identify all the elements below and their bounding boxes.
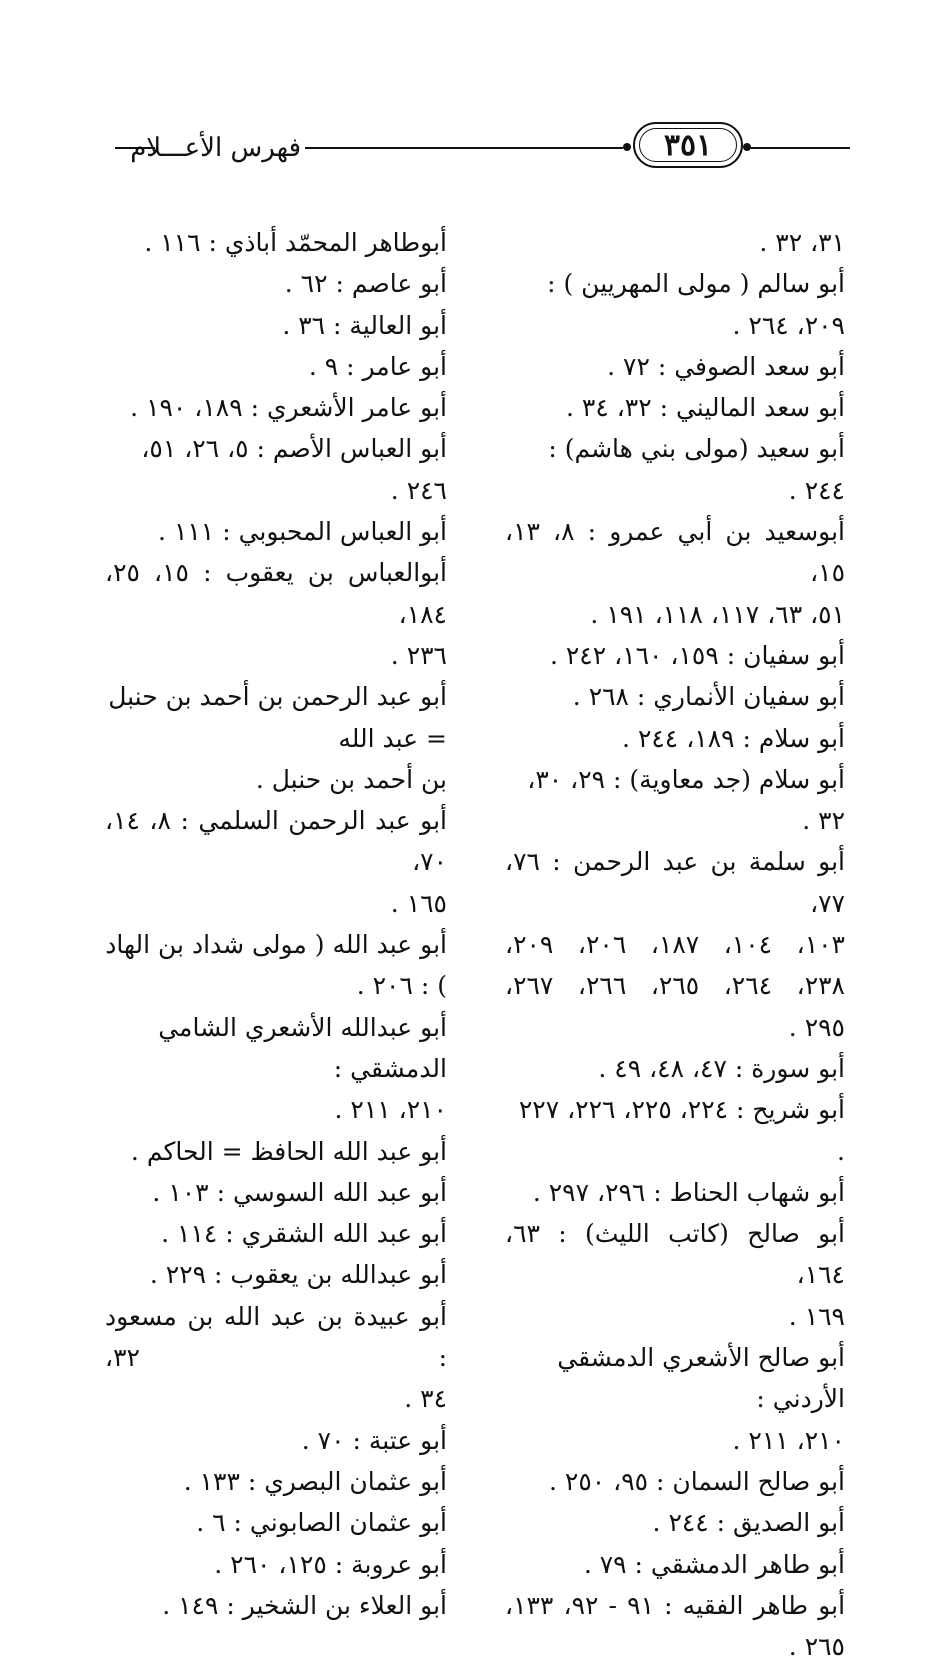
index-entry-line: أبو العلاء بن الشخير : ١٤٩ .: [162, 1590, 447, 1620]
index-entry-line: ٢٦٥ .: [788, 1632, 845, 1662]
index-entry-line: أبو عاصم : ٦٢ .: [284, 269, 447, 299]
index-entry-line: أبوسعيد بن أبي عمرو : ٨، ١٣، ١٥،: [505, 517, 845, 588]
index-entry-line: أبو عبد الله الشقري : ١١٤ .: [161, 1219, 447, 1249]
index-entry-line: أبو سعد الماليني : ٣٢، ٣٤ .: [566, 393, 845, 423]
index-entry-line: بن أحمد بن حنبل .: [255, 764, 447, 794]
index-entry-line: أبو سعد الصوفي : ٧٢ .: [607, 351, 845, 381]
index-entry-line: أبوالعباس بن يعقوب : ١٥، ٢٥، ١٨٤،: [105, 558, 448, 629]
index-entry-line: أبو العباس المحبوبي : ١١١ .: [158, 517, 447, 547]
index-entry-line: ٢٣٦ .: [390, 640, 447, 670]
index-entry-line: أبو عبيدة بن عبد الله بن مسعود : ٣٢،: [105, 1301, 447, 1373]
page-number-frame: [633, 122, 743, 168]
index-entry-line: أبو سلمة بن عبد الرحمن : ٧٦، ٧٧،: [505, 847, 845, 918]
page-number: ٣٥١: [663, 128, 713, 163]
index-entry-line: أبو سلام : ١٨٩، ٢٤٤ .: [622, 723, 845, 753]
index-entry-line: ٢٣٨، ٢٦٤، ٢٦٥، ٢٦٦، ٢٦٧،: [505, 971, 845, 1001]
index-entry-line: أبو عبد الله الحافظ = الحاكم .: [130, 1136, 447, 1166]
index-entry-line: أبو سالم ( مولى المهريين ) : ٢٠٩، ٢٦٤ .: [547, 269, 845, 340]
index-entry-line: أبو عبد الله السوسي : ١٠٣ .: [152, 1177, 447, 1207]
index-entry-line: أبو طاهر الدمشقي : ٧٩ .: [583, 1549, 845, 1579]
index-entry-line: أبو الصديق : ٢٤٤ .: [652, 1508, 845, 1538]
index-entry-line: أبو طاهر الفقيه : ٩١ - ٩٢، ١٣٣،: [505, 1590, 846, 1620]
index-entry-line: أبو عتبة : ٧٠ .: [301, 1425, 447, 1455]
index-column-right: [505, 222, 845, 1667]
index-entry-line: أبو سفيان : ١٥٩، ١٦٠، ٢٤٢ .: [549, 640, 845, 670]
index-entry-line: أبو عبد الرحمن السلمي : ٨، ١٤، ٧٠،: [105, 806, 447, 877]
page-header: [95, 118, 850, 178]
index-entry-line: أبو سعيد (مولى بني هاشم) : ٢٤٤ .: [548, 434, 845, 505]
index-entry-line: أبو العباس الأصم : ٥، ٢٦، ٥١، ٢٤٦ .: [141, 434, 447, 505]
index-entry-line: ١٠٣، ١٠٤، ١٨٧، ٢٠٦، ٢٠٩،: [505, 930, 845, 960]
index-entry-line: ٢١٠، ٢١١ .: [732, 1425, 845, 1455]
index-entry-line: أبو سفيان الأنماري : ٢٦٨ .: [572, 682, 845, 712]
index-entry-line: أبو سورة : ٤٧، ٤٨، ٤٩ .: [598, 1053, 845, 1083]
index-entry-line: ٢٩٥ .: [788, 1012, 845, 1042]
index-entry-line: أبو سلام (جد معاوية) : ٢٩، ٣٠، ٣٢ .: [527, 764, 845, 836]
index-column-left: [105, 222, 447, 1626]
running-title: فهرس الأعـــلام: [130, 133, 301, 163]
index-entry-line: أبو صالح السمان : ٩٥، ٢٥٠ .: [548, 1466, 845, 1496]
index-entry-line: أبو شريح : ٢٢٤، ٢٢٥، ٢٢٦، ٢٢٧ .: [518, 1095, 845, 1166]
index-entry-line: أبو عامر : ٩ .: [308, 351, 447, 381]
index-entry-line: أبو عامر الأشعري : ١٨٩، ١٩٠ .: [130, 393, 447, 423]
index-entry-line: أبو عبدالله بن يعقوب : ٢٢٩ .: [149, 1260, 447, 1290]
index-entry-line: ٥١، ٦٣، ١١٧، ١١٨، ١٩١ .: [590, 599, 845, 629]
index-entry-line: أبو عبد الرحمن بن أحمد بن حنبل = عبد الله: [108, 682, 447, 753]
index-entry-line: أبو عروبة : ١٢٥، ٢٦٠ .: [214, 1549, 447, 1579]
index-entry-line: ١٦٩ .: [788, 1301, 845, 1331]
index-entry-line: أبو صالح (كاتب الليث) : ٦٣، ١٦٤،: [505, 1219, 845, 1290]
index-entry-line: أبو عبدالله الأشعري الشامي الدمشقي :: [158, 1012, 447, 1083]
index-entry-line: أبو عبد الله ( مولى شداد بن الهاد ) : ٢٠٦ .: [105, 930, 447, 1001]
index-entry-line: أبو شهاب الحناط : ٢٩٦، ٢٩٧ .: [532, 1177, 845, 1207]
index-entry-line: ٣٤ .: [404, 1384, 447, 1414]
index-entry-line: أبو عثمان البصري : ١٣٣ .: [183, 1466, 447, 1496]
index-entry-line: أبوطاهر المحمّد أباذي : ١١٦ .: [144, 228, 447, 257]
index-entry-line: ٢١٠، ٢١١ .: [334, 1095, 447, 1125]
header-rule-left-inner: [305, 147, 623, 149]
index-entry-line: أبو عثمان الصابوني : ٦ .: [196, 1508, 447, 1538]
ornament-dot-left: [623, 143, 631, 151]
index-entry-line: أبو العالية : ٣٦ .: [282, 310, 447, 340]
index-entry-line: ٣١، ٣٢ .: [759, 228, 845, 257]
header-rule-right: [750, 147, 850, 149]
index-entry-line: ١٦٥ .: [390, 888, 447, 918]
index-entry-line: أبو صالح الأشعري الدمشقي الأردني :: [557, 1343, 845, 1414]
